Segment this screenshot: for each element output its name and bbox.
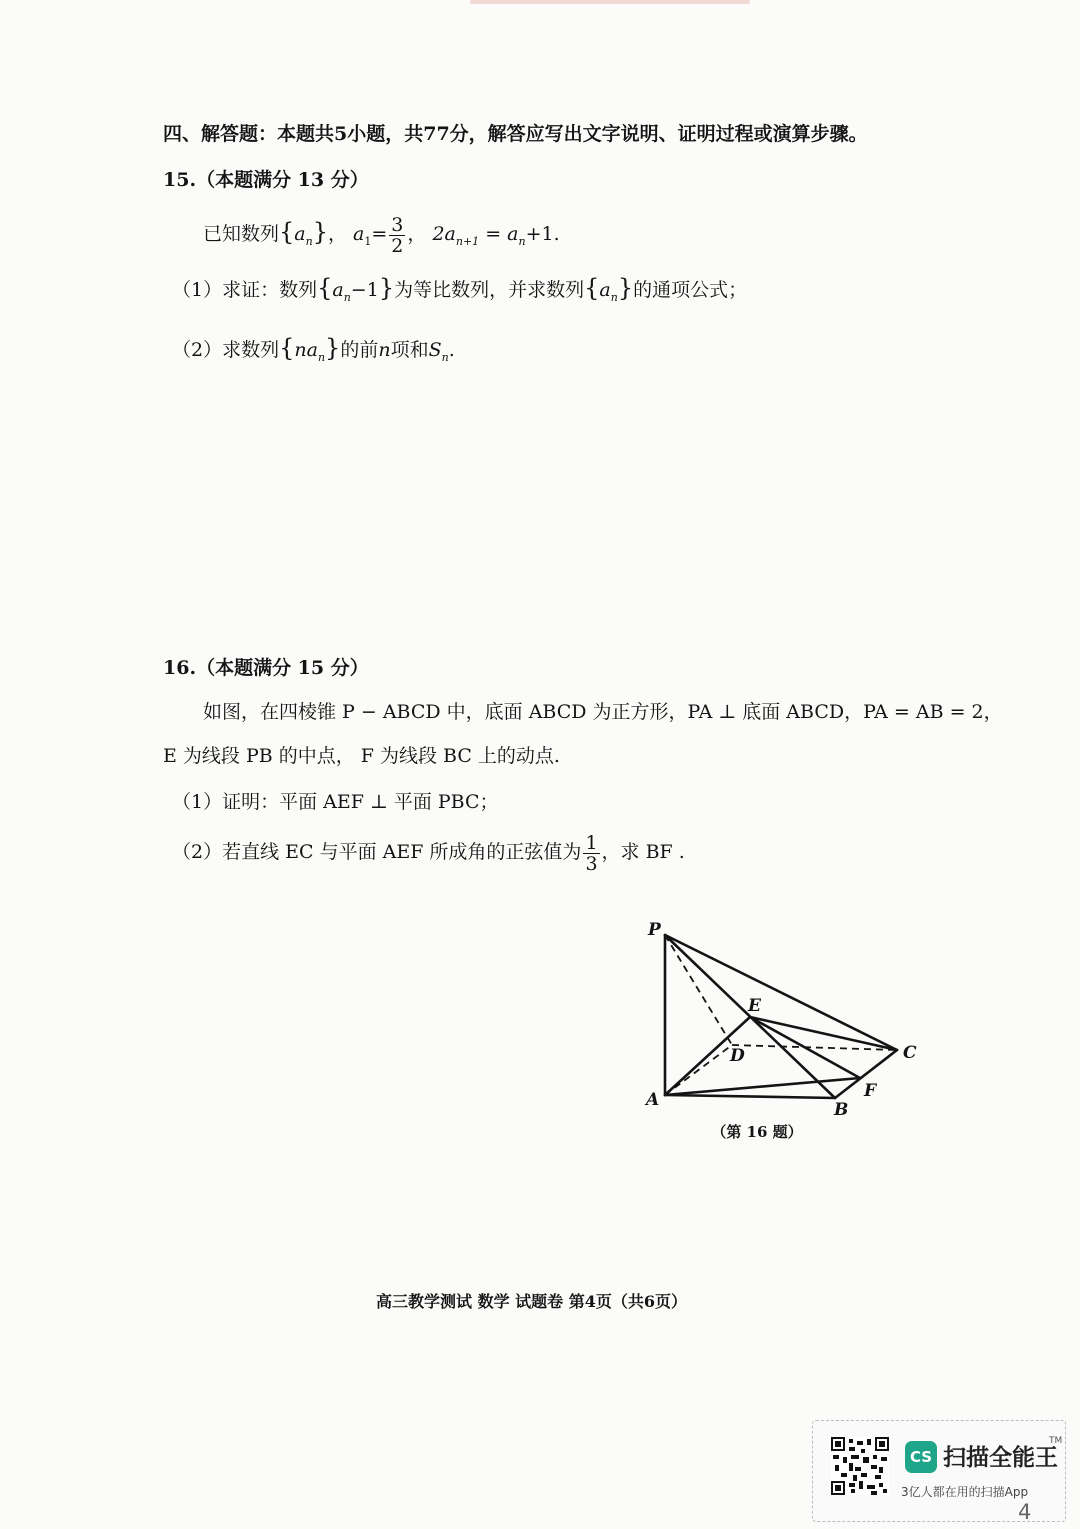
page-footer: 高三教学测试 数学 试题卷 第4页（共6页） — [376, 1292, 687, 1311]
camscanner-name: 扫描全能王 — [943, 1445, 1058, 1471]
top-scan-mark — [470, 0, 750, 4]
page-number: 4 — [1018, 1500, 1032, 1524]
q15-header — [163, 168, 369, 192]
q15-stem-prefix: 已知数列 — [203, 223, 280, 245]
q15-p2-n: n — [378, 339, 391, 361]
q15-p1-seq2-sub: n — [610, 290, 618, 304]
figure-caption: （第 16 题） — [711, 1123, 803, 1141]
q15-p1-seq2: a — [599, 279, 611, 301]
q15-p1-mid: 为等比数列，并求数列 — [394, 279, 585, 301]
q16-fraction — [583, 833, 599, 874]
q15-stem: 已知数列$\{a_n\}$， $a_1=$ $\frac{3}{2}$ ， $2a_{n+1} = a_n+1$. — [203, 213, 560, 257]
section-heading: 四、解答题：本题共5小题，共77分，解答应写出文字说明、证明过程或演算步骤。 — [163, 123, 868, 145]
q16-stem-line2: E 为线段 PB 的中点， F 为线段 BC 上的动点. — [163, 745, 560, 767]
q15-p1-seq: a — [332, 279, 344, 301]
label-B: B — [834, 1100, 849, 1120]
q15-p2-seq: na — [294, 339, 318, 361]
camscanner-logo-icon: CS — [905, 1441, 937, 1473]
q15-p1-seq-sub: n — [343, 290, 351, 304]
camscanner-tm: TM — [1049, 1436, 1063, 1446]
q15-a1: a — [353, 223, 365, 245]
q15-points: （本题满分 13 分） — [196, 169, 369, 191]
q16-part1: （1）证明：平面 AEF ⊥ 平面 PBC； — [172, 791, 499, 813]
q15-frac-den: 2 — [391, 234, 404, 257]
q15-p2-label: （2）求数列 — [172, 339, 280, 361]
q16-part2 — [172, 830, 685, 874]
qr-code-icon — [831, 1437, 889, 1495]
q15-recur-rhs: = a — [485, 223, 519, 245]
label-D: D — [730, 1046, 745, 1066]
q16-frac-num: 1 — [585, 831, 598, 854]
q15-p1-minus: −1 — [350, 279, 379, 301]
q16-header — [163, 656, 369, 680]
q15-part2: （2）求数列$\{na_n\}$的前n项和$S_n$. — [172, 334, 455, 364]
q15-recur-lhs: 2a — [432, 223, 456, 245]
q15-part1: （1）求证：数列$\{a_n-1\}$为等比数列，并求数列$\{a_n\}$的通项公式； — [172, 274, 748, 304]
pyramid-figure — [640, 915, 940, 1145]
q15-p2-seq-sub: n — [317, 350, 326, 364]
q16-p2-prefix: （2）若直线 EC 与平面 AEF 所成角的正弦值为 — [172, 841, 582, 863]
label-E: E — [748, 996, 761, 1016]
q15-p2-S: S — [428, 339, 442, 361]
q15-p2-mid2: 项和 — [390, 339, 429, 361]
q15-number: 15. — [163, 169, 197, 191]
segment-EC — [750, 1017, 897, 1050]
q15-eq: = — [371, 223, 388, 245]
camscanner-tagline: 3亿人都在用的扫描App — [901, 1485, 1029, 1499]
q15-seq: a — [294, 223, 306, 245]
q16-points: （本题满分 15 分） — [196, 657, 369, 679]
q16-frac-den: 3 — [585, 852, 598, 875]
edge-AB — [665, 1095, 835, 1098]
q15-p2-mid: 的前 — [340, 339, 379, 361]
q15-frac-num: 3 — [391, 213, 404, 236]
q15-p2-S-sub: n — [441, 350, 449, 364]
q15-p1-label: （1）求证：数列 — [172, 279, 318, 301]
label-F: F — [864, 1081, 877, 1101]
q16-p2-suffix: ，求 BF . — [601, 841, 685, 863]
q15-p2-end: . — [448, 339, 455, 361]
q15-fraction — [389, 215, 405, 256]
label-P: P — [648, 920, 661, 940]
q15-p1-end: 的通项公式； — [633, 279, 748, 301]
hidden-edge-AD — [665, 1045, 732, 1095]
q15-recur-sub: n+1 — [455, 234, 480, 248]
q16-stem-line1: 如图，在四棱锥 P − ABCD 中，底面 ABCD 为正方形，PA ⊥ 底面 ABCD，PA = AB = 2， — [203, 701, 1003, 723]
q15-recur-end: +1. — [525, 223, 560, 245]
label-C: C — [903, 1043, 917, 1063]
q16-number: 16. — [163, 657, 197, 679]
q15-recur-rhs-sub: n — [518, 234, 526, 248]
label-A: A — [646, 1090, 660, 1110]
q15-a1-sub: 1 — [364, 234, 372, 248]
q15-seq-sub: n — [305, 234, 313, 248]
